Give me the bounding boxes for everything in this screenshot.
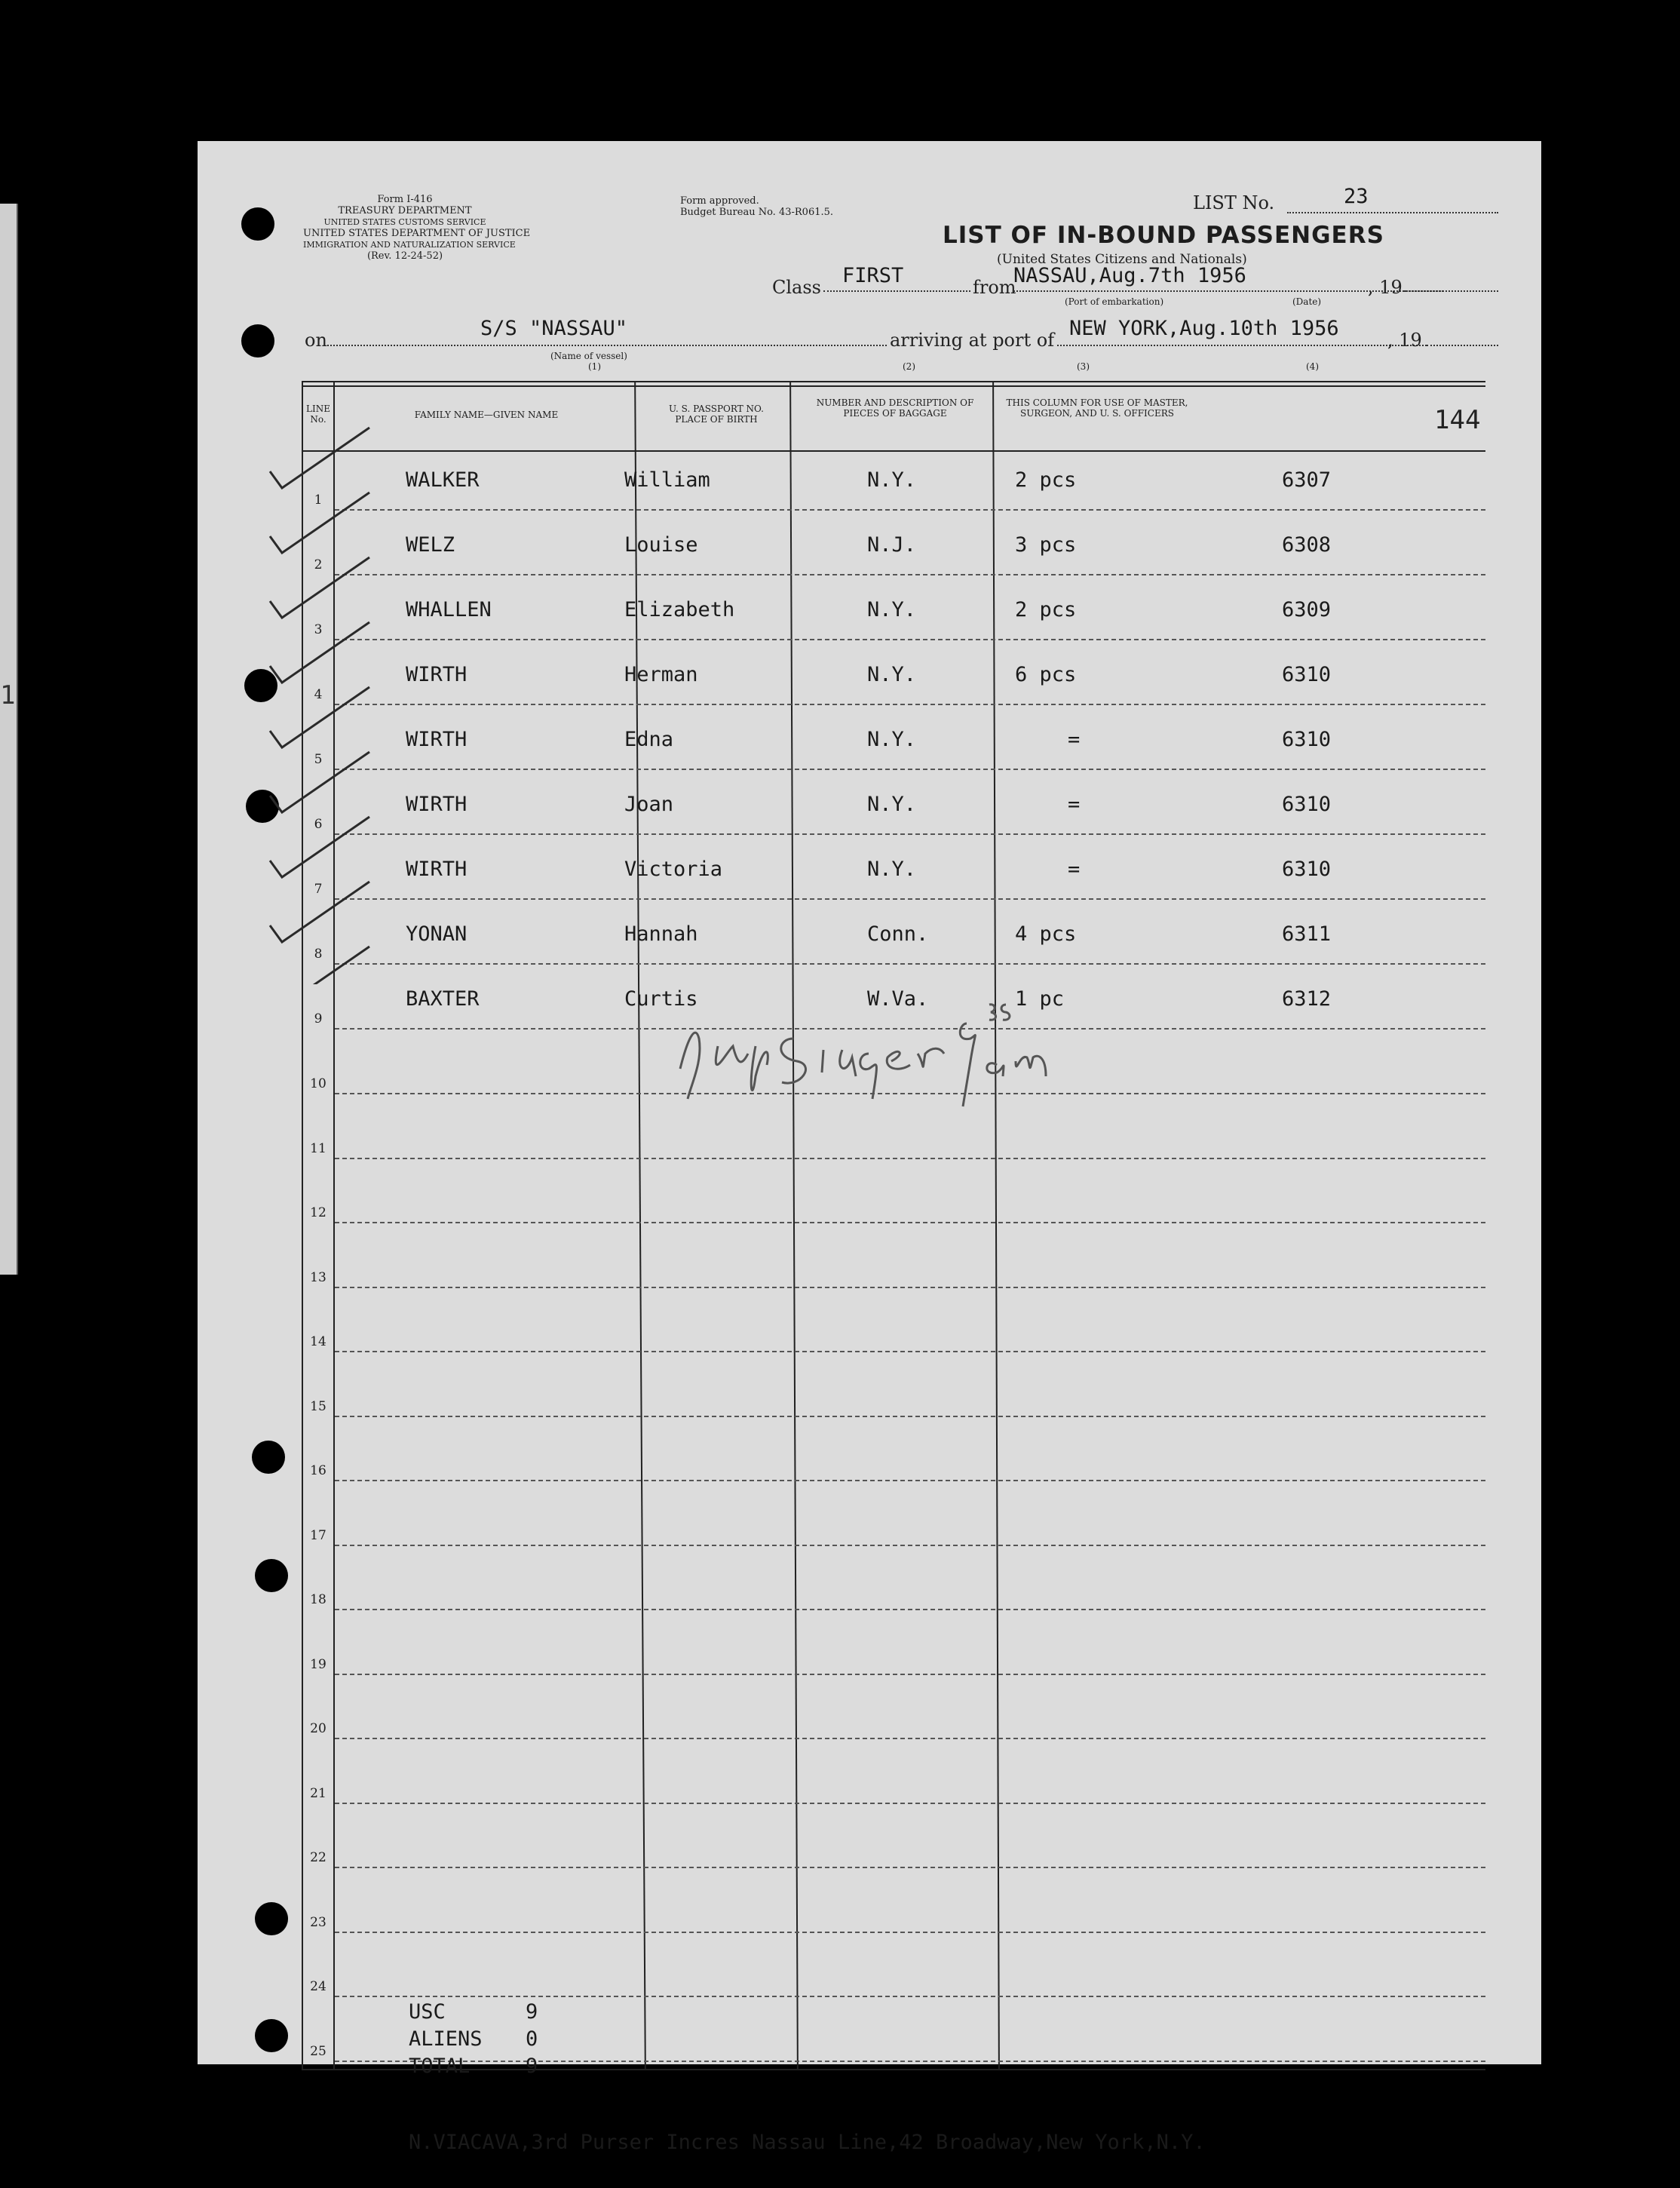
check-mark — [270, 882, 369, 942]
row-divider — [335, 1674, 1485, 1675]
page-title: LIST OF IN-BOUND PASSENGERS — [943, 222, 1384, 249]
row-divider — [335, 639, 1485, 640]
passenger-family: BAXTER — [406, 987, 480, 1011]
row-divider — [335, 509, 1485, 511]
row-divider — [335, 1867, 1485, 1868]
line-number: 18 — [310, 1592, 326, 1607]
passenger-family: WIRTH — [406, 858, 468, 881]
row-divider — [335, 1158, 1485, 1159]
passenger-birth: N.J. — [867, 533, 917, 557]
line-number: 14 — [310, 1334, 326, 1349]
approved-text: Form approved. — [680, 195, 759, 207]
passenger-family: YONAN — [406, 922, 468, 946]
row-divider — [335, 1480, 1485, 1481]
budget-text: Budget Bureau No. 43-R061.5. — [680, 207, 834, 218]
passenger-baggage: 4 pcs — [1015, 922, 1077, 946]
line-number: 21 — [310, 1785, 326, 1801]
row-divider — [335, 1609, 1485, 1610]
passenger-baggage: 2 pcs — [1015, 468, 1077, 492]
passenger-given: Edna — [624, 728, 674, 751]
date-caption: (Date) — [1292, 296, 1322, 307]
row-divider — [335, 1287, 1485, 1288]
line-number: 5 — [314, 752, 323, 767]
line-number: 12 — [310, 1205, 326, 1220]
row-divider — [335, 2061, 1485, 2062]
year-label-1: , 19 — [1368, 277, 1403, 298]
customs-service: UNITED STATES CUSTOMS SERVICE — [323, 217, 486, 227]
col-officers: THIS COLUMN FOR USE OF MASTER, SURGEON, AND U. S. OFFICERS — [1006, 397, 1188, 419]
class-label: Class — [772, 277, 821, 298]
row-divider — [335, 1222, 1485, 1223]
year-label-2: , 19 — [1387, 330, 1422, 351]
passenger-given: Louise — [624, 533, 698, 557]
col-name: FAMILY NAME—GIVEN NAME — [414, 410, 559, 420]
check-mark — [270, 557, 369, 618]
row-divider — [335, 963, 1485, 965]
line-number: 25 — [310, 2043, 326, 2059]
passenger-given: Curtis — [624, 987, 698, 1011]
row-divider — [335, 1351, 1485, 1352]
passenger-family: WELZ — [406, 533, 455, 557]
col-passport: U. S. PASSPORT NO. PLACE OF BIRTH — [669, 404, 764, 425]
punch-hole — [252, 1441, 285, 1474]
column-index-2: (2) — [903, 361, 915, 372]
passenger-manifest-page — [198, 141, 1541, 2154]
line-number: 22 — [310, 1850, 326, 1865]
row-divider — [335, 574, 1485, 575]
line-number: 23 — [310, 1914, 326, 1930]
vessel-caption: (Name of vessel) — [550, 351, 627, 361]
col-line-no: LINE No. — [306, 404, 330, 425]
row-divider — [335, 1545, 1485, 1546]
passenger-code: 6312 — [1282, 987, 1332, 1011]
passenger-code: 6310 — [1282, 728, 1332, 751]
passenger-code: 6310 — [1282, 663, 1332, 686]
passenger-given: Hannah — [624, 922, 698, 946]
passenger-family: WIRTH — [406, 793, 468, 816]
line-number: 2 — [314, 557, 323, 572]
passenger-given: Herman — [624, 663, 698, 686]
line-number: 19 — [310, 1656, 326, 1672]
row-divider — [335, 704, 1485, 705]
row-divider — [335, 1803, 1485, 1804]
passenger-given: Victoria — [624, 858, 723, 881]
check-marks — [256, 381, 437, 984]
manifest-table — [302, 381, 1485, 2070]
line-number: 20 — [310, 1721, 326, 1736]
passenger-birth: Conn. — [867, 922, 929, 946]
from-value: NASSAU,Aug.7th 1956 — [1013, 264, 1246, 287]
passenger-code: 6310 — [1282, 793, 1332, 816]
passenger-family: WIRTH — [406, 663, 468, 686]
purser-signature-line: N.VIACAVA,3rd Purser Incres Nassau Line,42 Broadway,New York,N.Y. — [409, 2131, 1206, 2154]
passenger-baggage: 3 pcs — [1015, 533, 1077, 557]
line-number: 8 — [314, 947, 323, 962]
passenger-family: WHALLEN — [406, 598, 492, 621]
row-divider — [335, 1996, 1485, 1997]
passenger-birth: N.Y. — [867, 793, 917, 816]
list-no-label: LIST No. — [1193, 192, 1275, 213]
col-baggage: NUMBER AND DESCRIPTION OF PIECES OF BAGGAGE — [816, 397, 974, 419]
line-number: 16 — [310, 1463, 326, 1478]
check-mark — [270, 752, 369, 812]
line-number: 4 — [314, 687, 323, 702]
form-number: Form I-416 — [377, 194, 433, 205]
passenger-code: 6310 — [1282, 858, 1332, 881]
line-number: 17 — [310, 1527, 326, 1543]
page-subtitle: (United States Citizens and Nationals) — [997, 252, 1247, 267]
check-mark — [270, 687, 369, 747]
check-mark — [270, 817, 369, 877]
passenger-birth: N.Y. — [867, 598, 917, 621]
line-number: 1 — [314, 493, 323, 508]
list-no-value: 23 — [1344, 185, 1369, 208]
passenger-code: 6309 — [1282, 598, 1332, 621]
passenger-code: 6308 — [1282, 533, 1332, 557]
aliens-label: ALIENS — [409, 2027, 483, 2051]
on-label: on — [305, 330, 327, 351]
passenger-birth: N.Y. — [867, 858, 917, 881]
check-mark — [270, 428, 369, 488]
class-value: FIRST — [842, 264, 904, 287]
passenger-baggage: 2 pcs — [1015, 598, 1077, 621]
row-divider — [335, 1932, 1485, 1933]
passenger-given: Elizabeth — [624, 598, 735, 621]
passenger-baggage: 1 pc — [1015, 987, 1065, 1011]
adjacent-page-edge — [0, 204, 18, 1275]
passenger-given: Joan — [624, 793, 674, 816]
handwritten-inspector-note — [665, 993, 1072, 1114]
totals-block — [409, 2000, 538, 2082]
row-divider — [335, 1416, 1485, 1417]
passenger-baggage: 6 pcs — [1015, 663, 1077, 686]
line-number: 11 — [310, 1140, 326, 1156]
passenger-baggage: = — [1068, 728, 1081, 751]
passenger-birth: W.Va. — [867, 987, 929, 1011]
row-divider — [335, 769, 1485, 770]
arrival-port-date: NEW YORK,Aug.10th 1956 — [1069, 317, 1339, 340]
total-label: TOTAL — [409, 2055, 471, 2078]
passenger-birth: N.Y. — [867, 728, 917, 751]
line-number: 9 — [314, 1011, 323, 1026]
punch-hole — [255, 1559, 288, 1592]
passenger-birth: N.Y. — [867, 468, 917, 492]
passenger-baggage: = — [1068, 858, 1081, 881]
from-label: from — [973, 277, 1016, 298]
passenger-code: 6307 — [1282, 468, 1332, 492]
check-mark — [270, 493, 369, 553]
justice-dept: UNITED STATES DEPARTMENT OF JUSTICE — [303, 228, 531, 239]
check-mark — [270, 622, 369, 683]
line-number: 13 — [310, 1269, 326, 1285]
line-number: 7 — [314, 882, 323, 897]
adjacent-page-fragment: 1 — [0, 680, 16, 710]
page-number: 144 — [1434, 405, 1481, 435]
treasury-dept: TREASURY DEPARTMENT — [338, 205, 472, 216]
form-approval — [680, 195, 833, 218]
check-mark — [270, 947, 369, 984]
punch-hole — [241, 324, 274, 358]
usc-value: 9 — [526, 2000, 538, 2024]
revision: (Rev. 12-24-52) — [366, 250, 443, 262]
punch-hole — [241, 207, 274, 241]
punch-hole — [255, 1902, 288, 1935]
passenger-family: WALKER — [406, 468, 480, 492]
aliens-value: 0 — [526, 2027, 538, 2051]
line-number: 10 — [310, 1076, 326, 1091]
line-number: 6 — [314, 817, 323, 832]
port-embarkation-caption: (Port of embarkation) — [1065, 296, 1164, 307]
column-index-4: (4) — [1306, 361, 1319, 372]
passenger-given: William — [624, 468, 710, 492]
passenger-family: WIRTH — [406, 728, 468, 751]
line-number: 3 — [314, 622, 323, 637]
passenger-code: 6311 — [1282, 922, 1332, 946]
passenger-baggage: = — [1068, 793, 1081, 816]
column-index-3: (3) — [1077, 361, 1090, 372]
total-value: 9 — [526, 2055, 538, 2078]
row-divider — [335, 1738, 1485, 1739]
line-number: 15 — [310, 1398, 326, 1414]
vessel-name: S/S "NASSAU" — [480, 317, 628, 340]
form-header-agencies — [303, 194, 531, 262]
usc-label: USC — [409, 2000, 446, 2024]
line-number: 24 — [310, 1979, 326, 1994]
column-index-1: (1) — [588, 361, 601, 372]
ins-service: IMMIGRATION AND NATURALIZATION SERVICE — [303, 240, 516, 250]
row-divider — [335, 833, 1485, 835]
punch-hole — [255, 2019, 288, 2052]
arriving-label: arriving at port of — [890, 330, 1055, 351]
passenger-birth: N.Y. — [867, 663, 917, 686]
row-divider — [335, 898, 1485, 900]
